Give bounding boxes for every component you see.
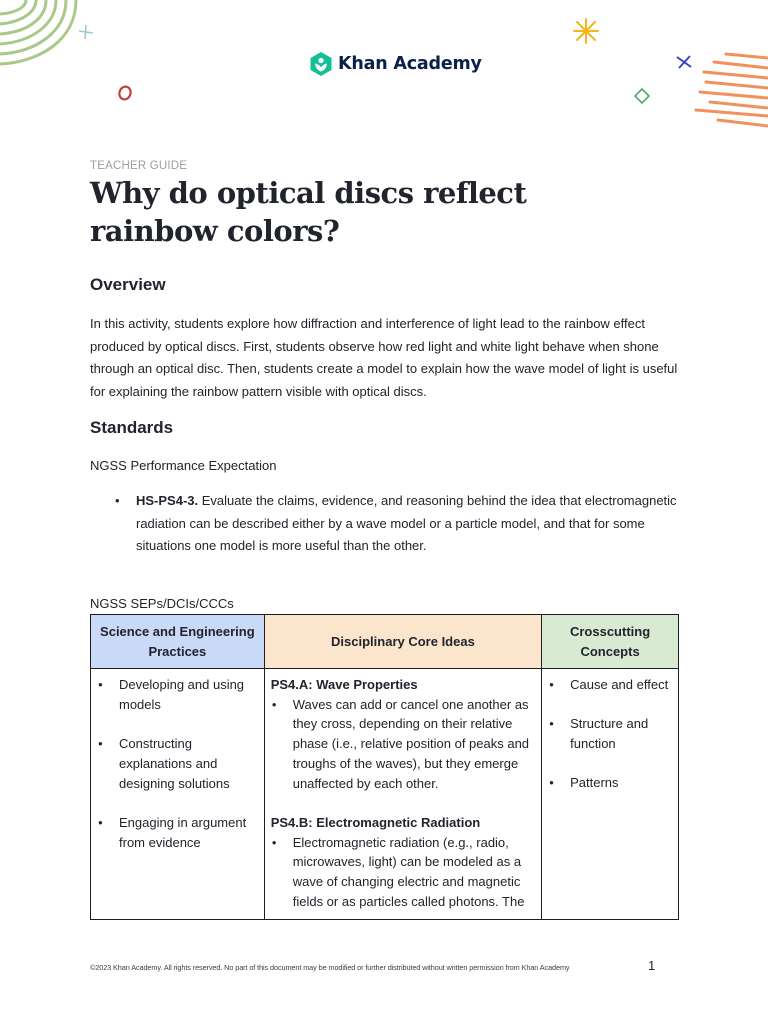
overview-text: In this activity, students explore how diffraction and interference of light lead to the rainbow effect produced by optical discs. First, students observe how red light and white light behave when shone through an optical disc. Then, students create a model to explain how the wave model of light is useful for explaining the rainbow pattern visible with optical discs. xyxy=(90,316,678,399)
page-title: Why do optical discs reflect rainbow colors? xyxy=(90,176,527,248)
concept-item: ● Structure and function xyxy=(548,714,678,753)
red-circle-decoration xyxy=(116,84,134,102)
standards-table xyxy=(90,614,679,920)
practices-cell xyxy=(91,669,265,920)
dci-heading: PS4.B: Electromagnetic Radiation xyxy=(270,814,481,830)
overview-heading: Overview xyxy=(90,275,166,294)
header-practices: Science and Engineering Practices xyxy=(91,615,265,669)
green-swirl-decoration xyxy=(0,0,82,70)
standards-heading: Standards xyxy=(90,418,174,437)
standard-text: Evaluate the claims, evidence, and reasoning behind the idea that electromagnetic radiation can be described either by a wave model or a particle model, and that for some situations one model is more useful than the other. xyxy=(136,493,677,553)
standards-table-label: NGSS SEPs/DCIs/CCCs xyxy=(90,596,234,611)
orange-lines-decoration xyxy=(692,50,768,130)
standard-code: HS-PS4-3. xyxy=(136,493,199,508)
concept-item: ● Cause and effect xyxy=(548,675,678,695)
blue-x-decoration xyxy=(675,54,693,70)
copyright-footer: ©2023 Khan Academy. All rights reserved. No part of this document may be modified or further distributed without written permission from Khan Academy xyxy=(90,963,570,972)
yellow-star-decoration xyxy=(571,16,601,46)
plus-decoration xyxy=(78,24,94,40)
practice-item: ● Engaging in argument from evidence xyxy=(97,813,264,852)
performance-expectation-item xyxy=(90,490,690,558)
core-ideas-cell xyxy=(264,669,541,920)
concept-item: ● Patterns xyxy=(548,773,678,793)
crosscutting-cell xyxy=(542,669,679,920)
khan-academy-logo-text: Khan Academy xyxy=(338,54,482,74)
practice-item: ● Constructing explanations and designing solutions xyxy=(97,734,264,793)
khan-academy-logo xyxy=(309,51,482,77)
header-core-ideas: Disciplinary Core Ideas xyxy=(264,615,541,669)
document-kicker: TEACHER GUIDE xyxy=(90,160,188,172)
practice-item: ● Developing and using models xyxy=(97,675,264,714)
khan-academy-logo-icon xyxy=(309,51,333,77)
green-diamond-decoration xyxy=(633,87,651,105)
dci-item: ● Electromagnetic radiation (e.g., radio, microwaves, light) can be modeled as a wave of changing electric and magnetic fields or as particles called photons. The xyxy=(271,833,541,912)
page-number: 1 xyxy=(648,958,656,973)
performance-expectation-label: NGSS Performance Expectation xyxy=(90,458,277,473)
dci-heading: PS4.A: Wave Properties xyxy=(270,677,418,692)
header-crosscutting: Crosscutting Concepts xyxy=(542,615,679,669)
dci-item: ● Waves can add or cancel one another as they cross, depending on their relative phase (i.e., relative position of peaks and troughs of the waves), but they emerge unaffected by each other. xyxy=(271,695,541,794)
performance-expectation-list xyxy=(90,490,690,558)
